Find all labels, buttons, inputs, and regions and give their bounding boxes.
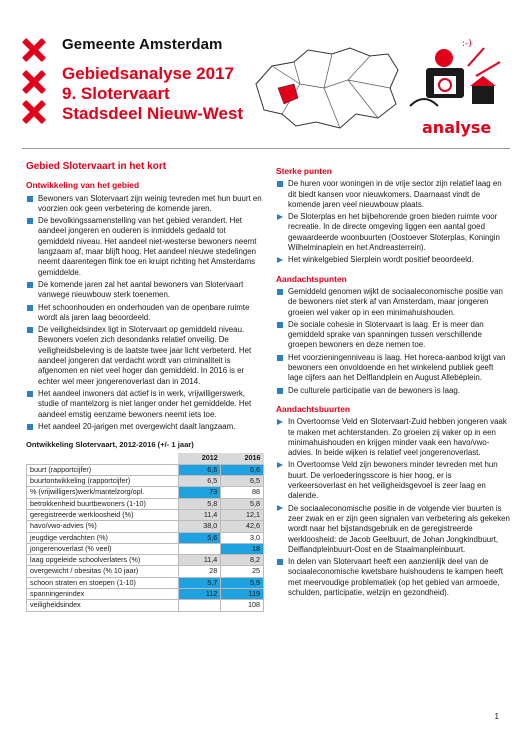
- development-item: [26, 325, 264, 387]
- list-item: [276, 460, 510, 501]
- item-text: De huren voor woningen in de vrije sector zijn relatief laag en dit biedt kansen voor nieuwkomers. Daarnaast vindt de komende jaren veel nieuwbouw plaats.: [288, 179, 502, 209]
- table-cell-value: 108: [221, 600, 264, 611]
- table-row-label: overgewicht / obesitas (% 10 jaar): [27, 566, 179, 577]
- section-title: Gebied Slotervaart in het kort: [26, 161, 167, 172]
- attention-points-heading: Aandachtspunten: [276, 273, 347, 284]
- development-table: [26, 453, 264, 611]
- item-text: De komende jaren zal het aantal bewoners van Slotervaart vanwege nieuwbouw sterk toenemen.: [38, 279, 244, 300]
- list-item: [276, 255, 510, 265]
- table-cell-value: 8,2: [221, 555, 264, 566]
- list-item: [276, 417, 510, 458]
- table-row-label: % (vrijwilligers)werk/mantelzorg/opl.: [27, 487, 179, 498]
- list-item: [276, 320, 510, 351]
- item-text: Het winkelgebied Sierplein wordt positief beoordeeld.: [288, 255, 474, 265]
- table-cell-value: 5,8: [178, 498, 221, 509]
- table-cell-value: [178, 543, 221, 554]
- list-item: [276, 212, 510, 253]
- list-item: [276, 386, 510, 396]
- right-column: [276, 162, 510, 600]
- table-row-label: buurt (rapportcijfer): [27, 464, 179, 475]
- bullet-triangle-icon: [277, 419, 283, 425]
- table-row: [27, 476, 264, 487]
- page-number: 1: [494, 712, 499, 721]
- table-row-label: havo/vwo-advies (%): [27, 521, 179, 532]
- attention-neighbourhoods-list: [276, 417, 510, 598]
- bullet-square-icon: [27, 424, 33, 430]
- development-item: [26, 422, 264, 432]
- table-cell-value: 5,8: [221, 498, 264, 509]
- table-cell-value: 5,6: [178, 532, 221, 543]
- table-cell-value: 38,0: [178, 521, 221, 532]
- table-row: [27, 543, 264, 554]
- development-item: [26, 216, 264, 278]
- table-row: [27, 498, 264, 509]
- table-row-label: geregistreerde werkloosheid (%): [27, 510, 179, 521]
- table-row-label: buurtontwikkeling (rapportcijfer): [27, 476, 179, 487]
- table-header-row: [27, 453, 264, 464]
- table-cell-value: 25: [221, 566, 264, 577]
- bullet-square-icon: [27, 327, 33, 333]
- table-cell-value: 88: [221, 487, 264, 498]
- bullet-square-icon: [277, 289, 283, 295]
- table-cell-value: 11,4: [178, 510, 221, 521]
- year-header: 2016: [221, 453, 264, 464]
- bullet-square-icon: [277, 322, 283, 328]
- item-text: Gemiddeld genomen wijkt de sociaaleconomische positie van de bewoners niet sterk af van Amsterdam, maar jongeren groeien wel vaker op in een minimahuishouden.: [288, 286, 503, 317]
- item-text: De sociale cohesie in Slotervaart is laag. Er is meer dan gemiddeld sprake van spanningen tussen verschillende groepen bewoners en deze nemen toe.: [288, 319, 484, 350]
- table-cell-value: 18: [221, 543, 264, 554]
- table-row-label: laag opgeleide schoolverlaters (%): [27, 555, 179, 566]
- item-text: Het aandeel inwoners dat actief is in werk, vrijwilligerswerk, studie of mantelzorg is niet langer onder het gemiddelde. Het aandeel emstig eenzame bewoners neemt iets toe.: [38, 388, 252, 419]
- attention-neighbourhoods-heading: Aandachtsbuurten: [276, 403, 350, 414]
- report-title: Gebiedsanalyse 2017: [62, 64, 235, 83]
- development-item: [26, 303, 264, 324]
- table-cell-value: 28: [178, 566, 221, 577]
- table-cell-value: 6,6: [221, 464, 264, 475]
- header-divider: [22, 148, 510, 149]
- bullet-square-icon: [27, 196, 33, 202]
- item-text: In Overtoomse Veld zijn bewoners minder tevreden met hun buurt. De verloederingsscore is hier hoog, er is verkeersoverlast en het veiligheidsgevoel is zeer laag en dalende.: [288, 460, 498, 501]
- table-cell-value: 12,1: [221, 510, 264, 521]
- amsterdam-x-icon: [22, 100, 46, 124]
- table-row-label: betrokkenheid buurtbewoners (1-10): [27, 498, 179, 509]
- table-cell-value: [178, 600, 221, 611]
- list-item: [276, 353, 510, 384]
- table-cell-value: 119: [221, 589, 264, 600]
- svg-text::-): :-): [462, 39, 472, 49]
- table-cell-value: 42,6: [221, 521, 264, 532]
- bullet-square-icon: [27, 218, 33, 224]
- list-item: [276, 557, 510, 598]
- left-column: [26, 162, 264, 612]
- bullet-triangle-icon: [277, 257, 283, 263]
- development-item: [26, 194, 264, 215]
- table-row-label: veiligheidsindex: [27, 600, 179, 611]
- organization-name: Gemeente Amsterdam: [62, 36, 223, 53]
- attention-points-list: [276, 287, 510, 396]
- amsterdam-x-icon: [22, 70, 46, 94]
- development-item: [26, 389, 264, 420]
- bullet-square-icon: [27, 282, 33, 288]
- table-cell-value: 5,9: [221, 577, 264, 588]
- table-cell-value: 11,4: [178, 555, 221, 566]
- list-item: [276, 504, 510, 555]
- table-cell-value: 3,0: [221, 532, 264, 543]
- item-text: In Overtoomse Veld en Slotervaart-Zuid hebben jongeren vaak te maken met achterstanden. Zo groeien zij vaker op in een minimahuishouden en krijgen minder vaak een havo/vwo-advies. In beide wijken is relatief veel jongerenoverlast.: [288, 417, 507, 458]
- item-text: De Sloterplas en het bijbehorende groen bieden ruimte voor recreatie. In de directe omgeving liggen een aantal goed gewaardeerde woonbuurten (Oostoever Sloterplas, Koningin Wilhelminaplein en het Andreasterrein).: [288, 212, 500, 253]
- strong-points-heading: Sterke punten: [276, 166, 332, 176]
- amsterdam-x-icon: [22, 38, 46, 62]
- table-row: [27, 521, 264, 532]
- table-row: [27, 577, 264, 588]
- table-row: [27, 487, 264, 498]
- table-row-label: jongerenoverlast (% veel): [27, 543, 179, 554]
- table-row-label: spanningenindex: [27, 589, 179, 600]
- table-cell-value: 73: [178, 487, 221, 498]
- bullet-triangle-icon: [277, 505, 283, 511]
- bullet-triangle-icon: [277, 214, 283, 220]
- table-row: [27, 589, 264, 600]
- bullet-square-icon: [277, 559, 283, 565]
- item-text: De culturele participatie van de bewoners is laag.: [288, 385, 460, 395]
- item-text: De veiligheidsindex ligt in Slotervaart op gemiddeld niveau. Bewoners voelen zich desondanks relatief onveilig. De veiligheidsbeleving is de laatste twee jaar licht verbeterd. Het aandeel jongeren dat verdacht wordt van criminaliteit is afgenomen en niet veel hoger dan gemiddeld. In 2016 is er echter wel meer jongerenoverlast dan in 2014.: [38, 325, 252, 386]
- report-header: [0, 0, 529, 150]
- strong-points-list: [276, 179, 510, 265]
- bullet-square-icon: [277, 355, 283, 361]
- development-list: [26, 194, 264, 433]
- bullet-square-icon: [277, 181, 283, 187]
- area-title: 9. Slotervaart: [62, 84, 170, 103]
- table-row: [27, 555, 264, 566]
- city-map-icon: [252, 44, 402, 132]
- item-text: Het aandeel 20-jarigen met overgewicht daalt langzaam.: [38, 421, 236, 431]
- item-text: In delen van Slotervaart heeft een aanzienlijk deel van de sociaaleconomische kwetsbare huishoudens te kampen heeft met meervoudige problematiek (op het gebied van armoede, schulden, participatie, welzijn en gezondheid).: [288, 557, 503, 597]
- table-row: [27, 464, 264, 475]
- table-row: [27, 566, 264, 577]
- year-header: 2012: [178, 453, 221, 464]
- list-item: [276, 287, 510, 318]
- table-row-label: jeugdige verdachten (%): [27, 532, 179, 543]
- table-cell-value: 112: [178, 589, 221, 600]
- item-text: De sociaaleconomische positie in de volgende vier buurten is zeer zwak en er zijn geen signalen van verbetering als gekeken wordt naar het bijstandsgebruik en de geregistreerde werkloosheid: de Jacob Geelbuurt, de Johan Jongkindbuurt, Delflandpleinbuurt-Oost en de Staalmanpleinbuurt.: [288, 503, 510, 554]
- item-text: Bewoners van Slotervaart zijn weinig tevreden met hun buurt en voorzien ook geen verbetering de komende jaren.: [38, 193, 262, 213]
- table-row: [27, 510, 264, 521]
- table-caption: Ontwikkeling Slotervaart, 2012-2016 (+/- 1 jaar): [26, 440, 194, 450]
- bullet-square-icon: [27, 305, 33, 311]
- table-cell-value: 6,5: [221, 476, 264, 487]
- list-item: [276, 179, 510, 210]
- table-row: [27, 532, 264, 543]
- bullet-triangle-icon: [277, 462, 283, 468]
- analyse-badge: analyse: [422, 118, 492, 137]
- district-title: Stadsdeel Nieuw-West: [62, 104, 244, 123]
- table-cell-value: 6,6: [178, 464, 221, 475]
- bullet-square-icon: [27, 391, 33, 397]
- bullet-square-icon: [277, 388, 283, 394]
- development-heading: Ontwikkeling van het gebied: [26, 180, 140, 191]
- table-cell-value: 6,5: [178, 476, 221, 487]
- item-text: De bevolkingssamenstelling van het gebied verandert. Het aandeel jongeren en ouderen is inmiddels gedaald tot gemiddeld niveau. Het aandeel niet-westerse bewoners neemt langzaam af, maar blijft hoog. Het aandeel nieuwe stedelingen neemt daarentegen flink toe en kruipt richting het Amsterdams gemiddelde.: [38, 216, 257, 277]
- table-cell-value: 5,7: [178, 577, 221, 588]
- table-row: [27, 600, 264, 611]
- item-text: Het voorzieningenniveau is laag. Het horeca-aanbod krijgt van bewoners een onvoldoende en het winkelend publiek geeft lage cijfers aan het Delflandplein en August Allebéplein.: [288, 352, 506, 383]
- table-row-label: schoon straten en stoepen (1-10): [27, 577, 179, 588]
- item-text: Het schoonhouden en onderhouden van de openbare ruimte wordt als jaren laag beoordeeld.: [38, 302, 250, 322]
- development-item: [26, 280, 264, 301]
